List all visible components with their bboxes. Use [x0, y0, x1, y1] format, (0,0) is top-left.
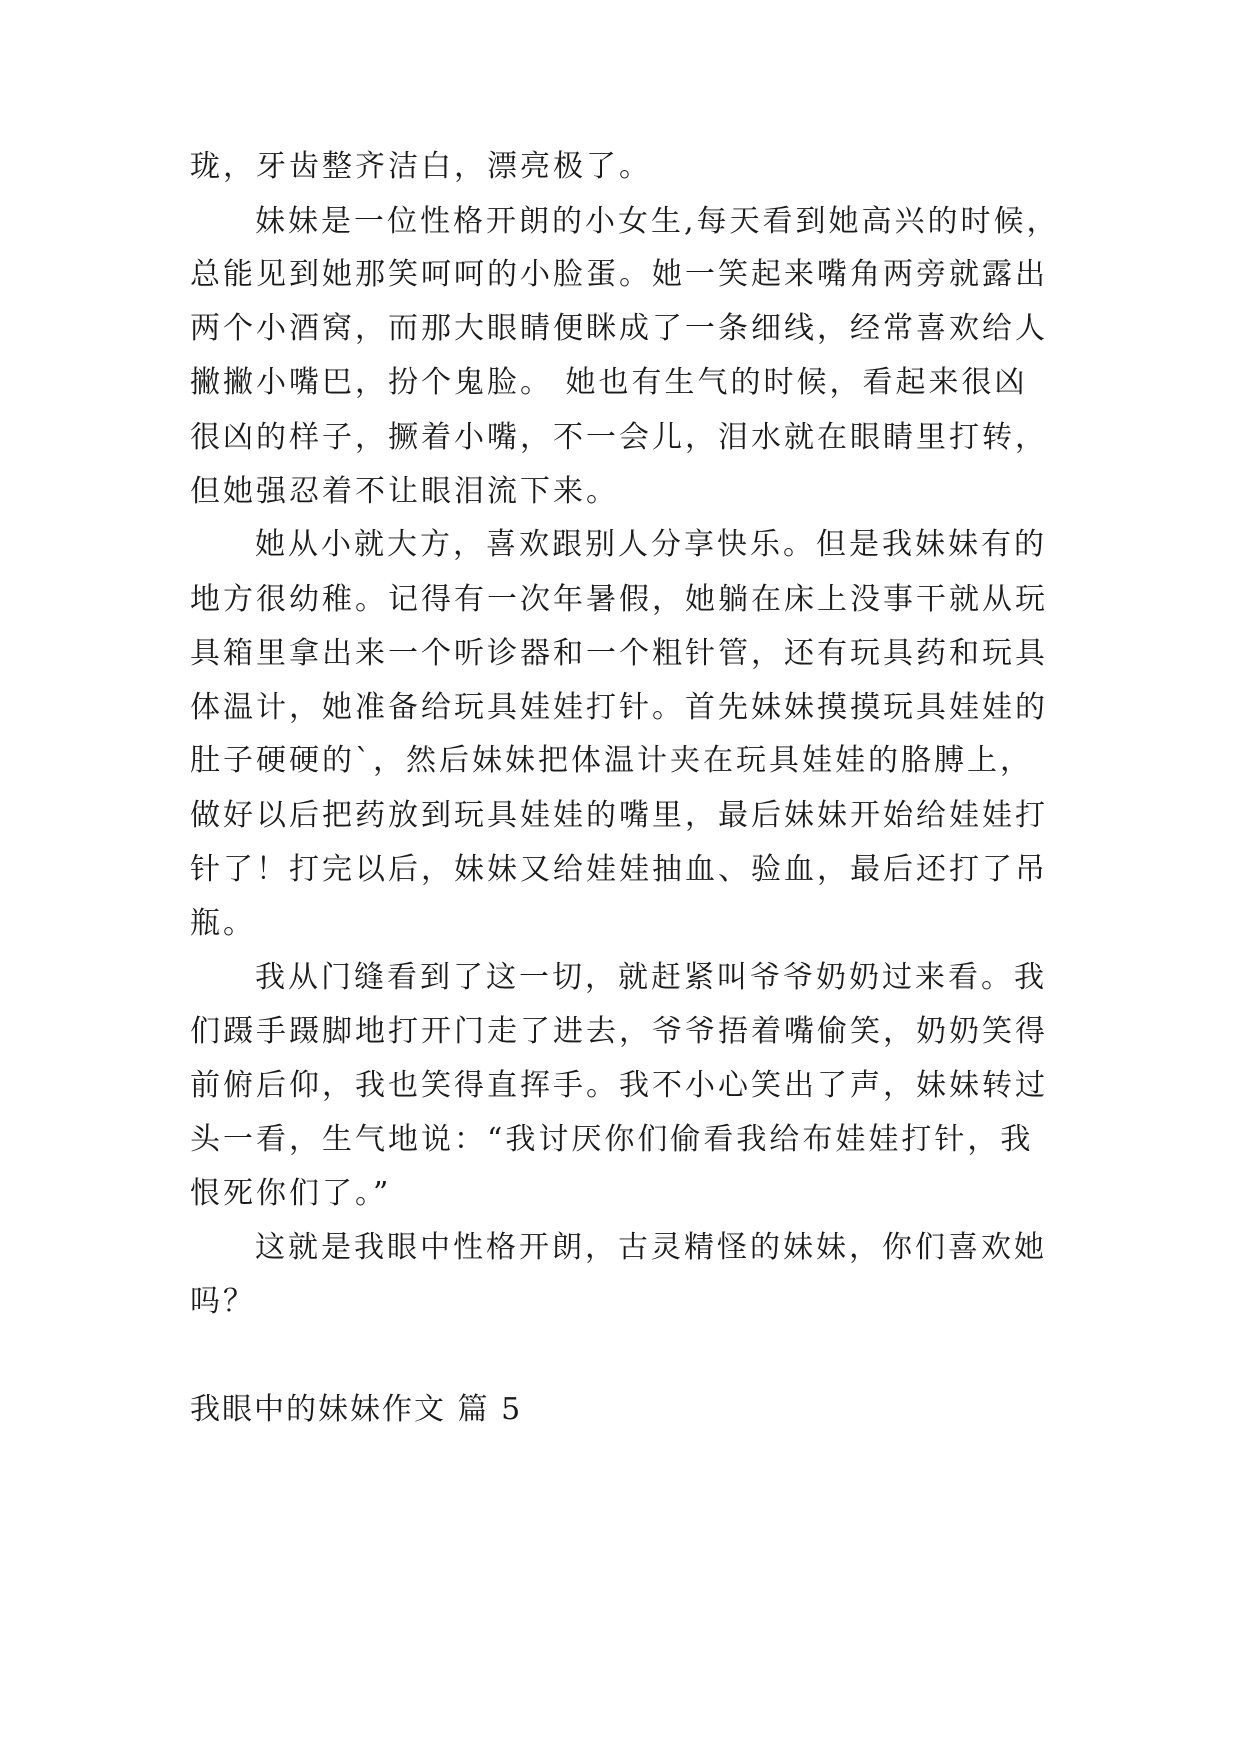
paragraph-line: 总能见到她那笑呵呵的小脸蛋。她一笑起来嘴角两旁就露出 [190, 257, 1048, 292]
paragraph-line: 们蹑手蹑脚地打开门走了进去，爷爷捂着嘴偷笑，奶奶笑得 [190, 1014, 1048, 1049]
paragraph-line: 但她强忍着不让眼泪流下来。 [190, 474, 619, 509]
paragraph-line: 吗？ [190, 1284, 256, 1319]
paragraph-line: 肚子硬硬的`，然后妹妹把体温计夹在玩具娃娃的胳膊上， [190, 743, 1033, 778]
paragraph-line: 做好以后把药放到玩具娃娃的嘴里，最后妹妹开始给娃娃打 [190, 798, 1048, 833]
paragraph-line: 撇撇小嘴巴，扮个鬼脸。 她也有生气的时候，看起来很凶 [190, 365, 1028, 400]
paragraph-line: 地方很幼稚。记得有一次年暑假，她躺在床上没事干就从玩 [190, 582, 1048, 617]
paragraph-line: 体温计，她准备给玩具娃娃打针。首先妹妹摸摸玩具娃娃的 [190, 690, 1048, 725]
paragraph-line: 妹妹是一位性格开朗的小女生,每天看到她高兴的时候， [255, 204, 1060, 239]
section-heading: 我眼中的妹妹作文 篇 5 [190, 1392, 523, 1427]
paragraph-line: 头一看，生气地说：“我讨厌你们偷看我给布娃娃打针，我 [190, 1122, 1034, 1157]
paragraph-line: 很凶的样子，撅着小嘴，不一会儿，泪水就在眼睛里打转， [190, 420, 1048, 455]
paragraph-line: 这就是我眼中性格开朗，古灵精怪的妹妹，你们喜欢她 [255, 1230, 1047, 1265]
paragraph-line: 针了！打完以后，妹妹又给娃娃抽血、验血，最后还打了吊 [190, 852, 1048, 887]
paragraph-line: 两个小酒窝，而那大眼睛便眯成了一条细线，经常喜欢给人 [190, 311, 1048, 346]
paragraph-line: 具箱里拿出来一个听诊器和一个粗针管，还有玩具药和玩具 [190, 636, 1048, 671]
paragraph-line: 瓶。 [190, 906, 256, 941]
paragraph-line: 前俯后仰，我也笑得直挥手。我不小心笑出了声，妹妹转过 [190, 1068, 1048, 1103]
paragraph-line: 她从小就大方，喜欢跟别人分享快乐。但是我妹妹有的 [255, 527, 1047, 562]
paragraph-line: 恨死你们了。” [190, 1176, 392, 1211]
paragraph-line: 我从门缝看到了这一切，就赶紧叫爷爷奶奶过来看。我 [255, 960, 1047, 995]
paragraph-line: 珑，牙齿整齐洁白，漂亮极了。 [190, 149, 652, 184]
